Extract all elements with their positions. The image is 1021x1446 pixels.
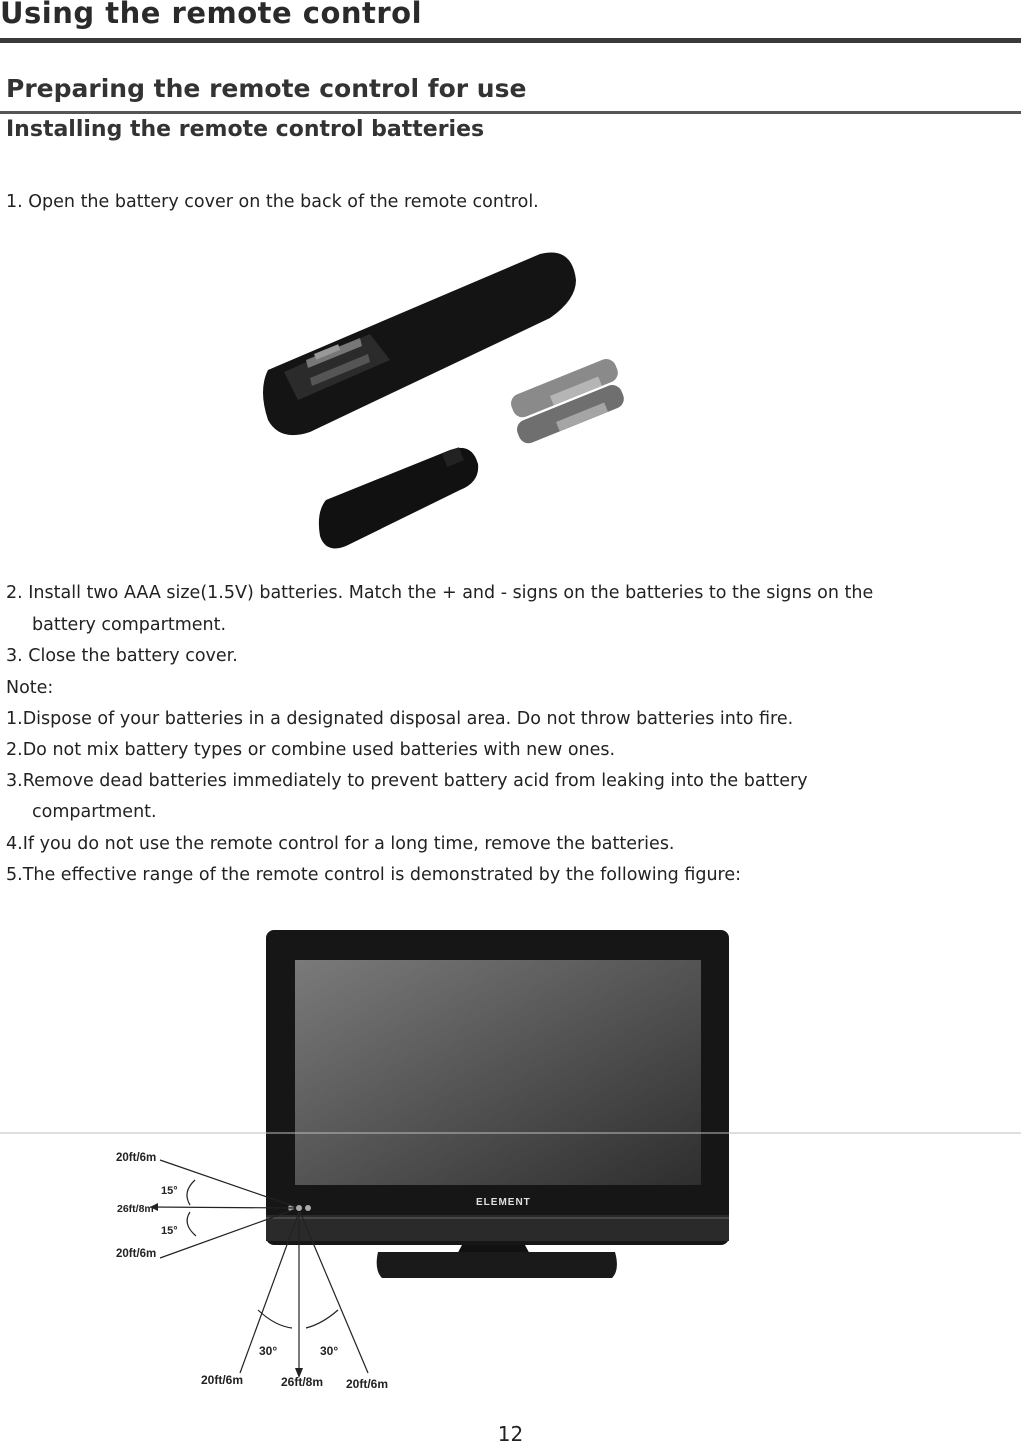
note-1: 1.Dispose of your batteries in a designated disposal area. Do not throw batteries into fire. (6, 709, 794, 729)
title-rule (0, 38, 1021, 43)
note-4: 4.If you do not use the remote control for a long time, remove the batteries. (6, 834, 675, 854)
section-title: Preparing the remote control for use (6, 74, 527, 103)
step-1: 1. Open the battery cover on the back of the remote control. (6, 192, 539, 212)
step-3: 3. Close the battery cover. (6, 646, 238, 666)
aaa-batteries (508, 356, 627, 446)
left-angle-bottom-label: 15° (161, 1225, 178, 1237)
page-number: 12 (497, 1422, 524, 1446)
left-top-range-label: 20ft/6m (116, 1152, 157, 1164)
bottom-angle-left-label: 30° (259, 1344, 278, 1358)
left-mid-range-label: 26ft/8m (117, 1203, 154, 1215)
bottom-left-range-label: 20ft/6m (201, 1373, 244, 1387)
section-rule (0, 111, 1021, 114)
left-angle-top-label: 15° (161, 1185, 178, 1197)
battery-cover (319, 447, 478, 548)
tv-illustration (0, 930, 1021, 1278)
bottom-mid-range-label: 26ft/8m (281, 1375, 324, 1389)
remote-range-figure (0, 920, 1021, 1400)
step-2: 2. Install two AAA size(1.5V) batteries. Match the + and - signs on the batteries to the signs on the (6, 583, 874, 603)
note-3: 3.Remove dead batteries immediately to prevent battery acid from leaking into the battery (6, 771, 808, 791)
page-title: Using the remote control (0, 0, 423, 30)
bottom-right-range-label: 20ft/6m (346, 1377, 389, 1391)
step-2-cont: battery compartment. (32, 615, 227, 635)
note-3-cont: compartment. (32, 802, 157, 822)
note-label: Note: (6, 678, 54, 698)
note-2: 2.Do not mix battery types or combine used batteries with new ones. (6, 740, 616, 760)
left-bottom-range-label: 20ft/6m (116, 1248, 157, 1260)
tv-brand-logo: ELEMENT (476, 1197, 531, 1208)
note-5: 5.The effective range of the remote control is demonstrated by the following figure: (6, 865, 742, 885)
remote-batteries-illustration (250, 250, 640, 560)
bottom-angle-right-label: 30° (320, 1344, 339, 1358)
subsection-title: Installing the remote control batteries (6, 117, 485, 142)
